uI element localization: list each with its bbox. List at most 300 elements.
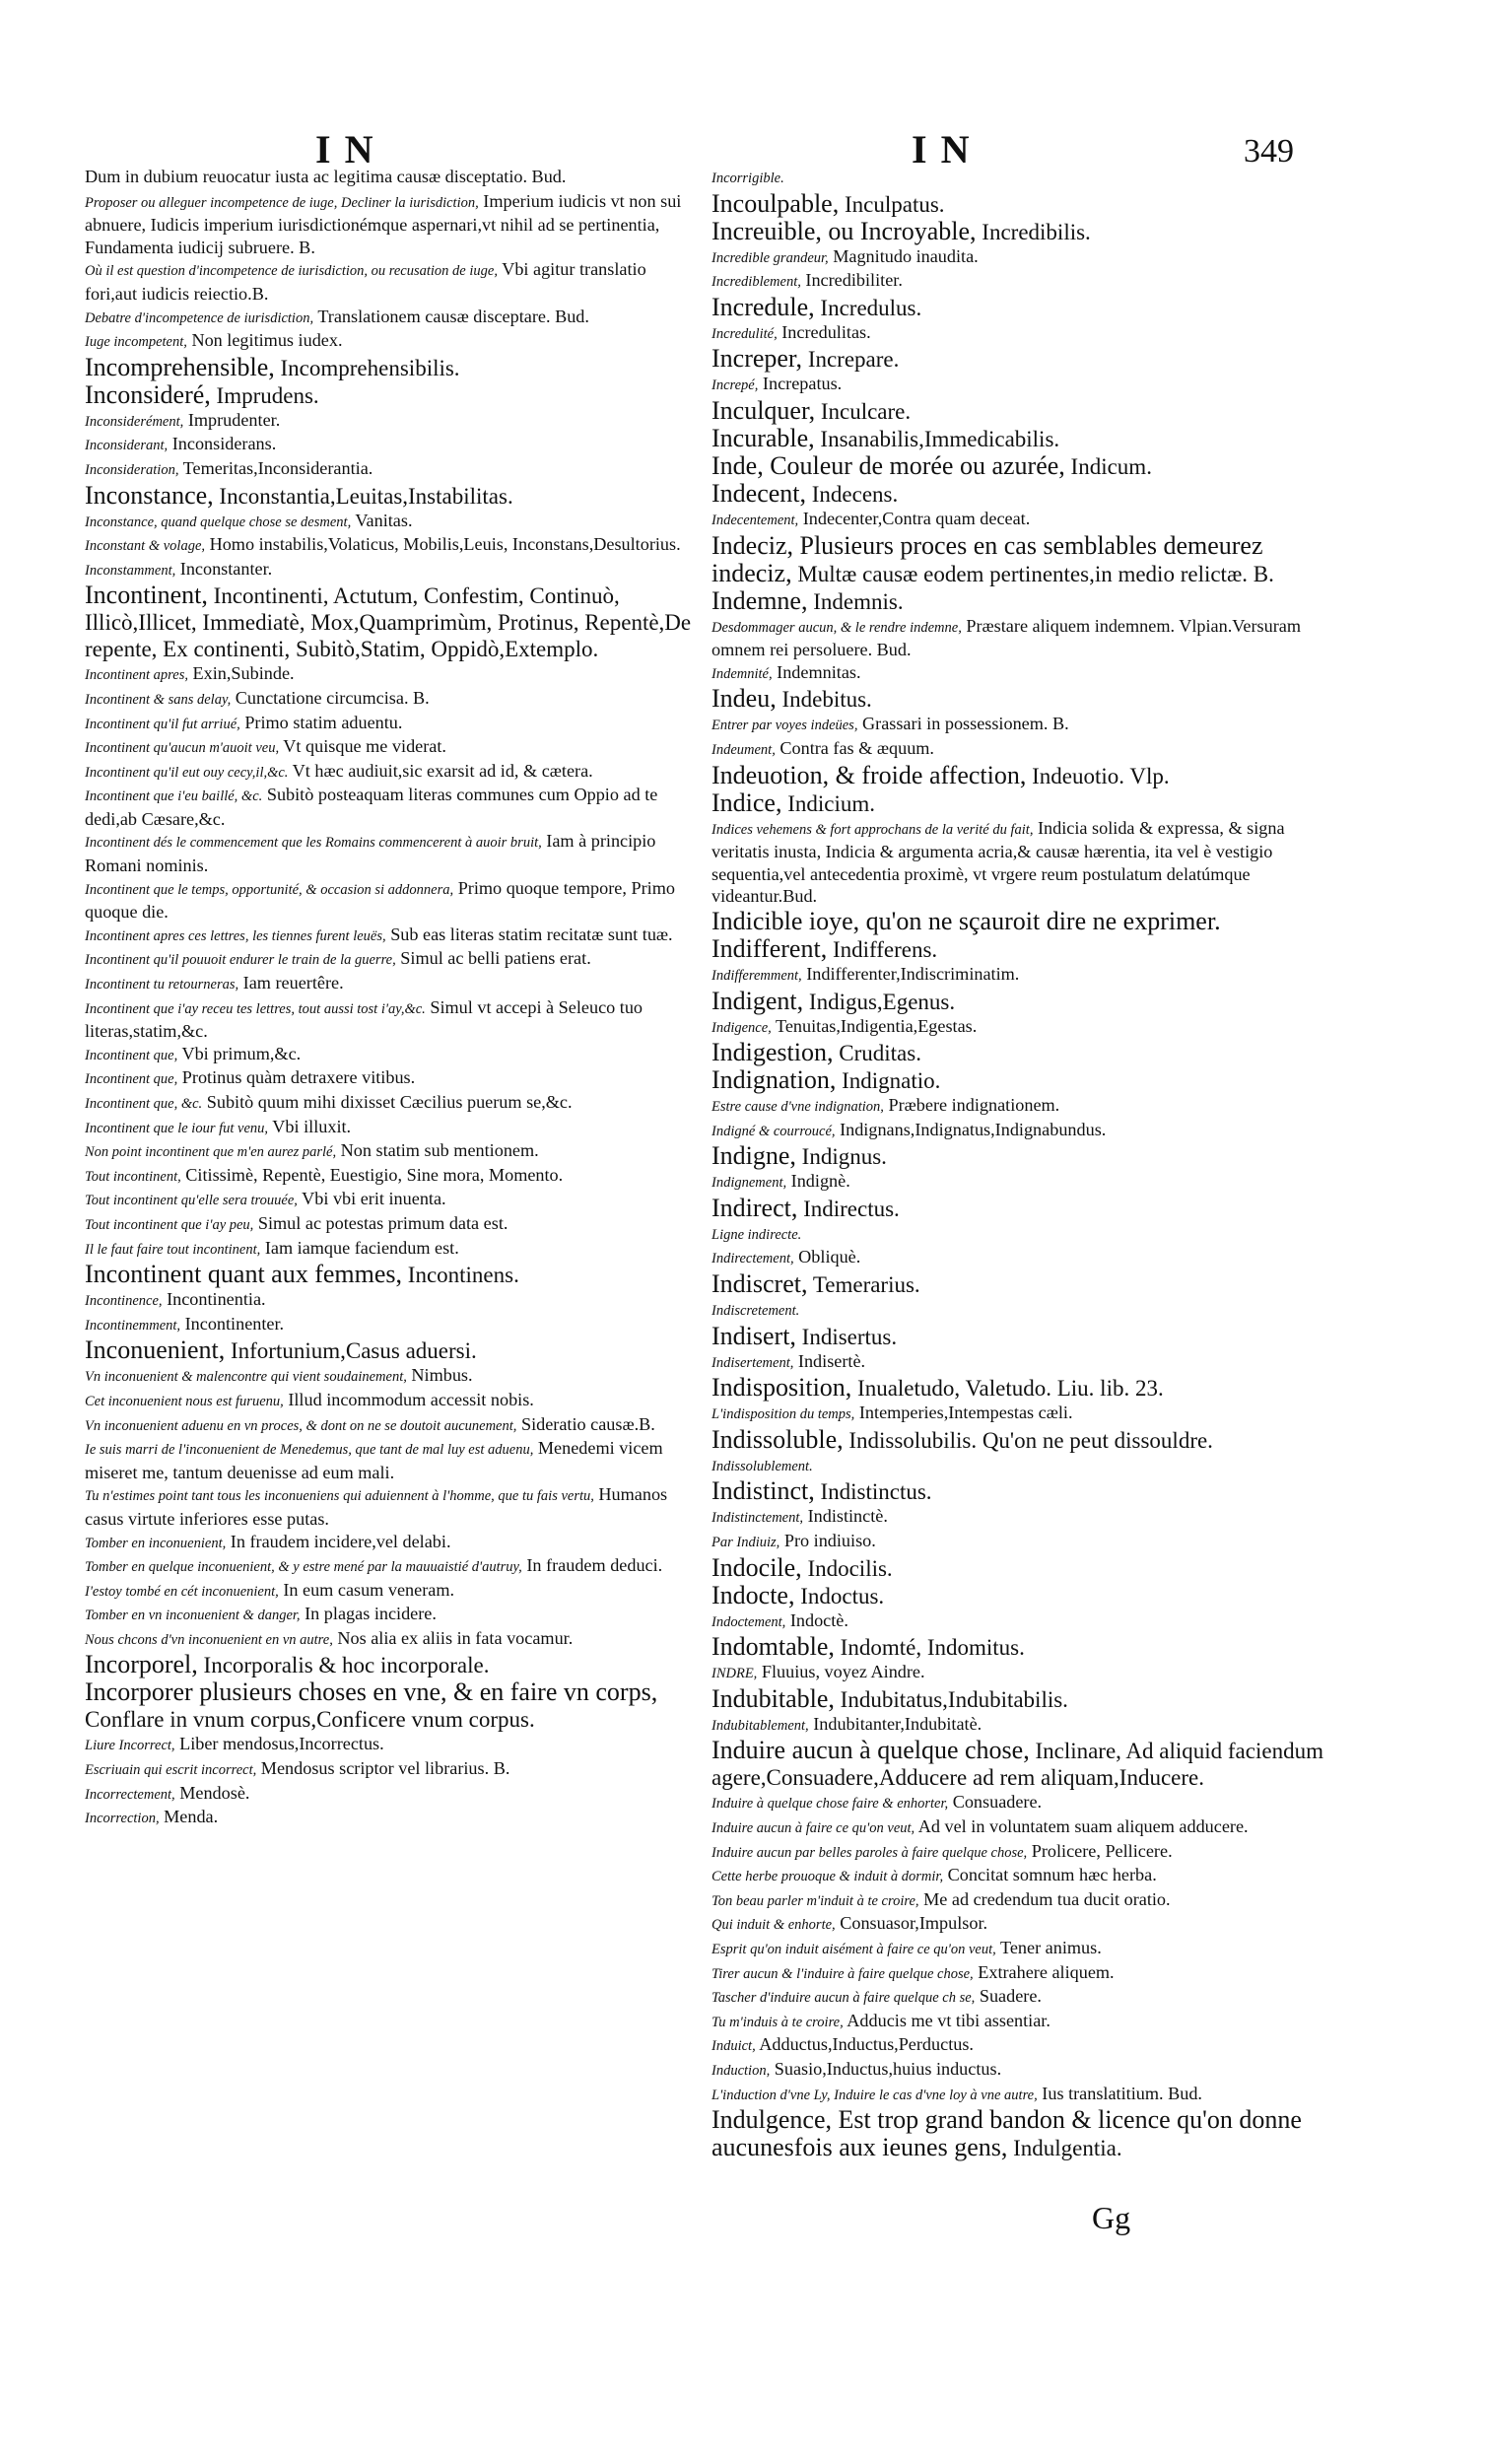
entry-translation: Indignans,Indignatus,Indignabundus. [840, 1119, 1107, 1139]
entry-headword: Induict, [712, 2038, 756, 2055]
dictionary-entry [712, 1633, 1340, 1661]
entry-headword: Tirer aucun & l'induire à faire quelque chose, [712, 1965, 974, 1982]
entry-headword: Incontinent qu'il fut arriué, [85, 716, 240, 732]
dictionary-entry [85, 687, 696, 712]
dictionary-entry [712, 1246, 1340, 1270]
entry-headword: Indifferent, [712, 933, 828, 963]
entry-headword: Ton beau parler m'induit à te croire, [712, 1892, 919, 1909]
dictionary-entry [712, 294, 1340, 321]
dictionary-entry [85, 1437, 696, 1483]
entry-translation: Incredulitas. [781, 321, 871, 342]
entry-headword: Indiscret, [712, 1269, 808, 1299]
entry-translation: Inculpatus. [844, 191, 945, 217]
entry-headword: Par Indiuiz, [712, 1535, 780, 1551]
entry-translation: Inconsiderans. [171, 434, 277, 454]
entry-translation: Indicium. [787, 790, 876, 816]
entry-translation: Increpatus. [762, 374, 843, 394]
entry-headword: Incontinence, [85, 1293, 163, 1310]
entry-translation: Inculcare. [820, 398, 912, 424]
entry-headword: Indigestion, [712, 1038, 834, 1067]
dictionary-entry [85, 1288, 696, 1313]
entry-translation: Protinus quàm detraxere vitibus. [181, 1067, 416, 1088]
entry-headword: Indistinct, [712, 1476, 815, 1506]
entry-headword: Indemnité, [712, 665, 773, 682]
running-head-left: IN [315, 127, 387, 171]
dictionary-entry [712, 1661, 1340, 1685]
entry-headword: Induire à quelque chose faire & enhorter, [712, 1796, 949, 1813]
entry-translation: Simul ac belli patiens erat. [400, 948, 591, 969]
entry-translation: Non statim sub mentionem. [340, 1140, 539, 1161]
entry-translation: Temerarius. [812, 1272, 920, 1298]
entry-headword: Il le faut faire tout incontinent, [85, 1241, 261, 1258]
dictionary-entry [85, 1413, 696, 1438]
entry-translation: Indifferenter,Indiscriminatim. [806, 963, 1020, 984]
entry-headword: Esprit qu'on induit aisément à faire ce qu'on veut, [712, 1941, 996, 1957]
dictionary-entry [85, 784, 696, 830]
dictionary-entry [85, 830, 696, 876]
entry-headword: Indubitable, [712, 1683, 835, 1713]
dictionary-entry [712, 908, 1340, 935]
dictionary-entry [85, 306, 696, 330]
entry-headword: Incurable, [712, 423, 815, 452]
dictionary-entry [712, 245, 1340, 270]
entry-headword: Incorrection, [85, 1811, 160, 1827]
entry-headword: Incontinent dés le commencement que les Romains commencerent à auoir bruit, [85, 835, 542, 852]
entry-headword: Vn inconuenient aduenu en vn proces, & dont on ne se doutoit aucunement, [85, 1417, 517, 1434]
entry-headword: Incoulpable, [712, 188, 840, 218]
entry-translation: Pro indiuiso. [783, 1531, 876, 1551]
entry-translation: Grassari in possessionem. B. [862, 714, 1069, 734]
dictionary-entry [712, 1985, 1340, 2010]
dictionary-entry [712, 1170, 1340, 1195]
entry-translation: Indignatio. [842, 1068, 941, 1094]
dictionary-entry [712, 2010, 1340, 2034]
entry-headword: Tomber en vn inconuenient & danger, [85, 1608, 301, 1624]
dictionary-entry [712, 2083, 1340, 2107]
entry-headword: Indeciz, Plusieurs proces en cas semblables demeurez indeciz, [712, 530, 1263, 587]
dictionary-entry [712, 1530, 1340, 1554]
entry-headword: Incontinemment, [85, 1317, 181, 1334]
entry-translation: Humanos casus virtute inferiores esse putas. [85, 1484, 668, 1529]
entry-headword: Indigne, [712, 1141, 796, 1171]
entry-translation: Tenuitas,Indigentia,Egestas. [776, 1015, 978, 1036]
dictionary-entry [85, 1364, 696, 1389]
dictionary-entry [712, 1066, 1340, 1094]
entry-headword: Entrer par voyes indeües, [712, 718, 858, 734]
entry-headword: Indisertement, [712, 1354, 794, 1371]
dictionary-entry [85, 1757, 696, 1782]
entry-headword: Incontinent apres ces lettres, les tiennes furent leuës, [85, 927, 386, 944]
entry-translation: Iam à principio Romani nominis. [85, 831, 656, 876]
entry-headword: Indissoluble, [712, 1424, 844, 1454]
entry-headword: Indicible ioye, qu'on ne sçauroit dire ne exprimer. [712, 906, 1221, 935]
entry-translation: Conflare in vnum corpus,Conficere vnum corpus. [85, 1707, 535, 1733]
dictionary-entry [712, 2106, 1340, 2161]
dictionary-entry [712, 532, 1340, 587]
entry-translation: Suadere. [979, 1986, 1042, 2007]
dictionary-entry [712, 218, 1340, 245]
dictionary-entry [712, 1737, 1340, 1791]
dictionary-entry [85, 924, 696, 948]
entry-headword: Iuge incompetent, [85, 334, 187, 351]
entry-translation: Præstare aliquem indemnem. Vlpian.Versuram omnem rei persoluere. Bud. [712, 615, 1301, 660]
dictionary-entry [712, 1222, 1340, 1247]
entry-translation: Indisertus. [801, 1324, 898, 1349]
entry-headword: Indoctement, [712, 1613, 786, 1630]
entry-headword: Incontinent que, [85, 1071, 178, 1088]
entry-translation: Homo instabilis,Volaticus, Mobilis,Leuis, Inconstans,Desultorius. [209, 534, 681, 555]
entry-translation: Menda. [164, 1807, 219, 1827]
entry-translation: Indecens. [811, 481, 899, 507]
entry-headword: Inconsideré, [85, 379, 211, 409]
dictionary-entry [712, 480, 1340, 508]
entry-translation: Incontinens. [407, 1263, 519, 1288]
entry-headword: Incredulité, [712, 325, 778, 342]
entry-headword: Incontinent qu'il eut ouy cecy,il,&c. [85, 764, 289, 781]
dictionary-entry [712, 1477, 1340, 1505]
dictionary-entry [85, 1261, 696, 1288]
entry-headword: Ligne indirecte. [712, 1226, 802, 1243]
entry-headword: Incontinent qu'aucun m'auoit veu, [85, 740, 280, 757]
dictionary-entry [85, 1116, 696, 1140]
entry-headword: Increpé, [712, 377, 759, 394]
entry-headword: Incrediblement, [712, 274, 801, 291]
entry-headword: Indistinctement, [712, 1510, 804, 1527]
dictionary-entry [85, 1043, 696, 1067]
dictionary-entry [85, 482, 696, 510]
entry-translation: Inconstantia,Leuitas,Instabilitas. [219, 483, 513, 509]
entry-translation: Adducis me vt tibi assentiar. [847, 2010, 1050, 2030]
dictionary-entry [712, 1505, 1340, 1530]
dictionary-entry [85, 1313, 696, 1337]
entry-translation: Indemnis. [813, 588, 904, 614]
entry-headword: Tout incontinent, [85, 1168, 181, 1185]
dictionary-entry [712, 1961, 1340, 1986]
running-head-right: IN [912, 127, 983, 171]
signature-mark: Gg [1092, 2200, 1131, 2235]
entry-headword: Indirect, [712, 1193, 798, 1222]
dictionary-entry [712, 1685, 1340, 1713]
entry-headword: Ie suis marri de l'inconuenient de Menedemus, que tant de mal luy est aduenu, [85, 1442, 534, 1459]
dictionary-entry [712, 1402, 1340, 1426]
right-column [712, 166, 1340, 2161]
dictionary-entry [85, 1389, 696, 1413]
entry-headword: Indigné & courroucé, [712, 1123, 836, 1139]
dictionary-entry [712, 1554, 1340, 1582]
entry-translation: Ad vel in voluntatem suam aliquem adducere. [917, 1816, 1249, 1836]
entry-headword: Incontinent que i'eu baillé, &c. [85, 788, 263, 805]
dictionary-entry [85, 1579, 696, 1604]
entry-headword: Induction, [712, 2062, 771, 2079]
entry-headword: Inconstance, quand quelque chose se desment, [85, 513, 352, 530]
dictionary-entry [712, 1454, 1340, 1478]
entry-translation: Vbi illuxit. [272, 1116, 352, 1136]
dictionary-entry [712, 1195, 1340, 1222]
entry-translation: Indifferens. [832, 936, 938, 962]
entry-headword: Tout incontinent que i'ay peu, [85, 1216, 254, 1233]
entry-headword: Indigent, [712, 986, 804, 1015]
entry-translation: Iam reuertêre. [242, 973, 344, 993]
dictionary-entry [712, 1937, 1340, 1961]
dictionary-entry [85, 735, 696, 760]
dictionary-entry [85, 1627, 696, 1652]
dictionary-entry [712, 321, 1340, 346]
entry-translation: Extrahere aliquem. [978, 1961, 1115, 1982]
entry-headword: Tu m'induis à te croire, [712, 2014, 844, 2030]
entry-translation: Temeritas,Inconsiderantia. [182, 457, 373, 478]
entry-headword: Incorporer plusieurs choses en vne, & en faire vn corps, [85, 1677, 658, 1707]
entry-headword: Inconuenient, [85, 1335, 226, 1365]
dictionary-entry [712, 661, 1340, 686]
dictionary-entry [85, 1806, 696, 1830]
entry-translation: Imprudenter. [187, 409, 281, 430]
entry-translation: Tener animus. [1000, 1937, 1102, 1957]
entry-headword: Cette herbe prouoque & induit à dormir, [712, 1869, 944, 1885]
dictionary-entry [85, 582, 696, 662]
dictionary-entry [85, 712, 696, 736]
entry-translation: Nimbus. [411, 1365, 473, 1386]
entry-headword: Incontinent que i'ay receu tes lettres, tout aussi tost i'ay,&c. [85, 1000, 426, 1017]
entry-translation: Subitò quum mihi dixisset Cæcilius puerum se,&c. [206, 1092, 573, 1112]
entry-headword: Indomtable, [712, 1632, 835, 1662]
entry-headword: Qui induit & enhorte, [712, 1917, 836, 1934]
dictionary-entry [712, 373, 1340, 397]
entry-translation: Menedemi vicem miseret me, tantum deuenisse ad eum mali. [85, 1438, 663, 1482]
dictionary-entry [85, 877, 696, 924]
entry-translation: Indicia solida & expressa, & signa veritatis inusta, Indicia & argumenta acria,& causæ hærentia, ita vel è vestigio sequentia,vel antecedentia proximè, vt vrgere reum postulatum delatúmque videantur.Bud. [712, 817, 1285, 907]
entry-headword: L'induction d'vne Ly, Induire le cas d'vne loy à vne autre, [712, 2087, 1038, 2103]
dictionary-entry [712, 508, 1340, 532]
entry-headword: Indecent, [712, 478, 807, 508]
entry-headword: Indigence, [712, 1019, 772, 1036]
entry-translation: Indignè. [790, 1171, 850, 1192]
entry-translation: Obliquè. [798, 1247, 861, 1267]
entry-translation: Non legitimus iudex. [191, 330, 343, 351]
entry-translation: Illud incommodum accessit nobis. [288, 1389, 534, 1409]
entry-headword: Incredible grandeur, [712, 249, 829, 266]
entry-translation: Mendosus scriptor vel librarius. B. [260, 1758, 510, 1779]
entry-translation: Indemnitas. [777, 661, 861, 682]
entry-translation: Indubitanter,Indubitatè. [813, 1713, 983, 1734]
entry-headword: Incorrigible. [712, 171, 784, 186]
entry-translation: In fraudem deduci. [526, 1555, 663, 1576]
dictionary-entry [712, 397, 1340, 425]
entry-headword: Incontinent que le iour fut venu, [85, 1120, 269, 1136]
entry-headword: Indignation, [712, 1065, 837, 1095]
dictionary-entry [85, 947, 696, 972]
dictionary-entry [712, 737, 1340, 762]
entry-translation: Contra fas & æquum. [779, 737, 934, 758]
entry-headword: Desdommager aucun, & le rendre indemne, [712, 619, 962, 636]
entry-translation: Indubitatus,Indubitabilis. [840, 1686, 1068, 1712]
entry-headword: Induire aucun à quelque chose, [712, 1736, 1030, 1765]
entry-translation: In fraudem incidere,vel delabi. [230, 1531, 451, 1551]
entry-translation: Vanitas. [355, 510, 413, 530]
entry-translation: Indigus,Egenus. [808, 989, 956, 1014]
entry-translation: Suasio,Inductus,huius inductus. [774, 2058, 1002, 2079]
entry-translation: Exin,Subinde. [192, 663, 295, 684]
entry-headword: Incontinent que, &c. [85, 1096, 203, 1112]
dictionary-entry [712, 452, 1340, 480]
entry-translation: Incredibilis. [982, 219, 1091, 244]
entry-headword: Indeu, [712, 684, 777, 714]
entry-translation: Vbi agitur translatio fori,aut iudicis reiectio.B. [85, 259, 646, 304]
dictionary-entry [85, 457, 696, 482]
entry-headword: Indocile, [712, 1552, 802, 1582]
entry-translation: Multæ causæ eodem pertinentes,in medio relictæ. B. [797, 561, 1274, 586]
entry-headword: Liure Incorrect, [85, 1738, 175, 1754]
dictionary-entry [712, 615, 1340, 661]
entry-headword: Induire aucun par belles paroles à faire quelque chose, [712, 1844, 1028, 1861]
entry-translation: Incontinentia. [167, 1289, 266, 1310]
dictionary-entry [85, 1531, 696, 1555]
entry-translation: Indomté, Indomitus. [840, 1635, 1025, 1661]
dictionary-entry [712, 1609, 1340, 1634]
entry-translation: Indecenter,Contra quam deceat. [802, 508, 1031, 528]
entry-translation: Inconstanter. [179, 558, 273, 579]
dictionary-entry [85, 1678, 696, 1733]
dictionary-entry [712, 1015, 1340, 1040]
entry-headword: Indubitablement, [712, 1717, 809, 1734]
entry-translation: Sideratio causæ.B. [520, 1413, 655, 1434]
entry-translation: Sub eas literas statim recitatæ sunt tuæ. [390, 924, 673, 944]
entry-headword: I'estoy tombé en cét inconuenient, [85, 1583, 279, 1600]
dictionary-entry [712, 1094, 1340, 1119]
dictionary-entry [712, 1864, 1340, 1888]
entry-translation: Cunctatione circumcisa. B. [235, 687, 430, 708]
entry-headword: Inculquer, [712, 395, 816, 425]
entry-translation: Vbi primum,&c. [181, 1043, 302, 1063]
entry-headword: Indulgence, Est trop grand bandon & licence qu'on donne aucunesfois aux ieunes gens, [712, 2105, 1302, 2162]
entry-headword: Indisert, [712, 1321, 796, 1350]
dictionary-entry [85, 433, 696, 457]
entry-translation: Inualetudo, Valetudo. Liu. lib. 23. [857, 1376, 1164, 1402]
entry-translation: Indistinctè. [807, 1506, 888, 1527]
entry-translation: Nos alia ex aliis in fata vocamur. [337, 1627, 574, 1648]
dictionary-entry [712, 1323, 1340, 1350]
entry-headword: Indissolublement. [712, 1458, 813, 1474]
dictionary-entry [712, 1426, 1340, 1454]
dictionary-entry [85, 409, 696, 434]
dictionary-entry [712, 166, 1340, 190]
entry-translation: Intemperies,Intempestas cæli. [858, 1403, 1073, 1423]
dictionary-entry [712, 345, 1340, 373]
dictionary-entry [712, 685, 1340, 713]
entry-translation: Indirectus. [803, 1196, 900, 1221]
entry-headword: Indeument, [712, 741, 776, 758]
entry-headword: Incontinent que le temps, opportunité, & occasion si addonnera, [85, 881, 454, 898]
dictionary-entry [85, 1066, 696, 1091]
entry-translation: In plagas incidere. [305, 1604, 437, 1624]
entry-translation: Vt hæc audiuit,sic exarsit ad id, & cætera. [292, 760, 593, 781]
entry-headword: Indecentement, [712, 512, 799, 528]
entry-headword: Tascher d'induire aucun à faire quelque ch se, [712, 1990, 976, 2007]
dictionary-entry [85, 1554, 696, 1579]
entry-headword: Inconstance, [85, 480, 214, 510]
dictionary-entry [85, 996, 696, 1043]
entry-headword: Escriuain qui escrit incorrect, [85, 1762, 257, 1779]
entry-translation: Dum in dubium reuocatur iusta ac legitima causæ disceptatio. Bud. [85, 167, 567, 186]
entry-translation: Indignus. [801, 1144, 887, 1170]
entry-headword: Indices vehemens & fort approchans de la verité du fait, [712, 821, 1034, 838]
entry-headword: Indemne, [712, 585, 808, 615]
entry-translation: Incontinenter. [184, 1313, 285, 1334]
entry-translation: Increpare. [807, 347, 900, 373]
dictionary-entry [85, 1483, 696, 1530]
dictionary-entry [712, 2058, 1340, 2083]
dictionary-entry [85, 258, 696, 305]
entry-translation: Vbi vbi erit inuenta. [302, 1189, 446, 1209]
entry-headword: Proposer ou alleguer incompetence de iuge, Decliner la iurisdiction, [85, 194, 479, 211]
entry-translation: Incontinenti, Actutum, Confestim, Continuò, Illicò,Illicet, Immediatè, Mox,Quamprimùm, Protinus, Repentè,De repente, Ex continenti, Subitò,Statim, Oppidò,Extemplo. [85, 583, 692, 662]
entry-translation: Indissolubilis. Qu'on ne peut dissouldre. [848, 1427, 1213, 1453]
dictionary-entry [712, 1298, 1340, 1323]
dictionary-entry [712, 1840, 1340, 1865]
entry-translation: Indistinctus. [820, 1479, 932, 1505]
entry-headword: Increper, [712, 344, 803, 374]
entry-translation: Fluuius, voyez Aindre. [761, 1662, 925, 1682]
dictionary-entry [712, 762, 1340, 789]
entry-translation: Ius translatitium. Bud. [1042, 2083, 1202, 2103]
entry-headword: Incontinent apres, [85, 667, 188, 684]
entry-headword: Inconsiderément, [85, 413, 184, 430]
entry-headword: Induire aucun à faire ce qu'on veut, [712, 1820, 915, 1836]
entry-headword: Incorrectement, [85, 1786, 175, 1803]
dictionary-entry [712, 713, 1340, 737]
dictionary-entry [85, 329, 696, 354]
entry-translation: Indoctè. [789, 1609, 848, 1630]
dictionary-entry [712, 190, 1340, 218]
dictionary-entry [85, 1336, 696, 1364]
dictionary-entry [85, 533, 696, 558]
entry-translation: Inclinare, Ad aliquid faciendum agere,Consuadere,Adducere ad rem aliquam,Inducere. [712, 1739, 1323, 1791]
dictionary-entry [85, 510, 696, 534]
entry-headword: Incomprehensible, [85, 352, 275, 381]
dictionary-entry [712, 2033, 1340, 2058]
dictionary-entry [712, 1582, 1340, 1609]
dictionary-entry [712, 1142, 1340, 1170]
dictionary-entry [85, 1237, 696, 1262]
dictionary-entry [85, 354, 696, 381]
entry-translation: Consuasor,Impulsor. [840, 1913, 988, 1934]
entry-translation: Indisertè. [797, 1350, 866, 1371]
entry-translation: Indocilis. [807, 1555, 893, 1581]
entry-headword: Inconstant & volage, [85, 538, 206, 555]
entry-translation: Incredulus. [820, 295, 922, 320]
dictionary-entry [712, 1713, 1340, 1738]
entry-translation: Præbere indignationem. [888, 1095, 1060, 1116]
entry-headword: Incontinent tu retourneras, [85, 977, 239, 993]
entry-translation: Indulgentia. [1013, 2136, 1122, 2161]
entry-translation: Citissimè, Repentè, Euestigio, Sine mora, Momento. [185, 1164, 564, 1185]
entry-headword: Indice, [712, 787, 782, 817]
dictionary-entry [712, 1888, 1340, 1913]
dictionary-entry [712, 1350, 1340, 1375]
entry-headword: Indiscretement. [712, 1303, 800, 1320]
entry-translation: Imprudens. [216, 382, 319, 408]
dictionary-entry [712, 269, 1340, 294]
dictionary-entry [85, 1782, 696, 1807]
entry-headword: Indeuotion, & froide affection, [712, 760, 1027, 789]
entry-headword: Incredule, [712, 292, 815, 321]
dictionary-entry [712, 425, 1340, 452]
entry-headword: Inconstamment, [85, 562, 176, 579]
entry-headword: Non point incontinent que m'en aurez parlé, [85, 1144, 337, 1161]
dictionary-entry [712, 1912, 1340, 1937]
dictionary-entry [85, 1212, 696, 1237]
entry-translation: Cruditas. [839, 1041, 921, 1066]
entry-translation: Incomprehensibilis. [280, 355, 460, 380]
